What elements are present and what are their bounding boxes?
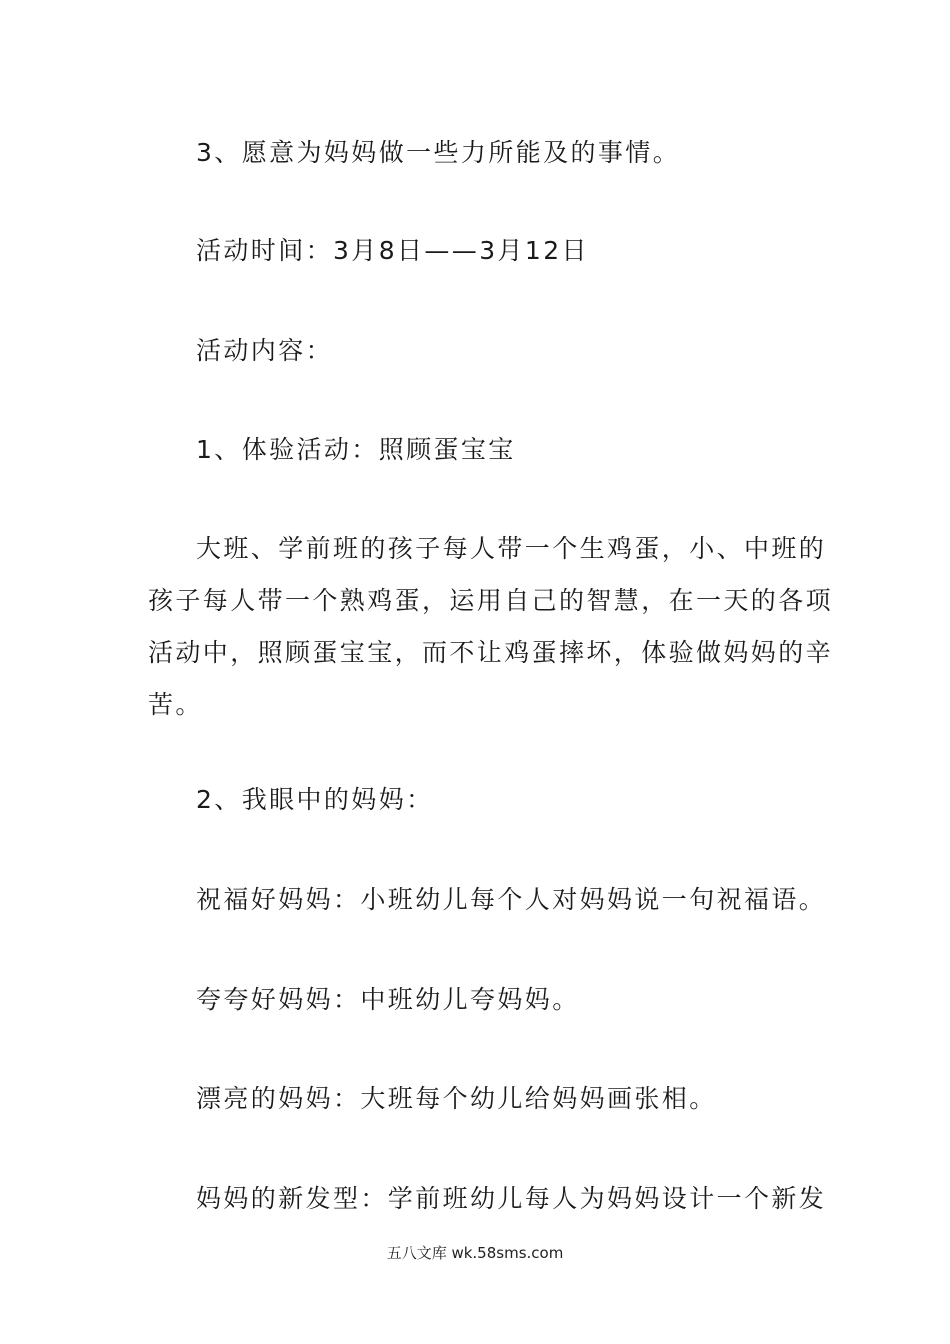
activity-1-paragraph xyxy=(148,523,834,731)
blessing-mom-text: 祝福好妈妈：小班幼儿每个人对妈妈说一句祝福语。 xyxy=(196,885,827,914)
beautiful-mom-text: 漂亮的妈妈：大班每个幼儿给妈妈画张相。 xyxy=(196,1084,717,1113)
activity-1-heading: 1、体验活动：照顾蛋宝宝 xyxy=(196,435,516,464)
paragraph-line: 孩子每人带一个熟鸡蛋，运用自己的智慧，在一天的各项 xyxy=(148,586,834,615)
new-hairstyle-text: 妈妈的新发型：学前班幼儿每人为妈妈设计一个新发 xyxy=(196,1184,827,1213)
paragraph-line: 苦。 xyxy=(148,690,203,719)
paragraph-line: 大班、学前班的孩子每人带一个生鸡蛋，小、中班的 xyxy=(196,534,827,563)
activity-2-heading: 2、我眼中的妈妈： xyxy=(196,785,434,814)
activity-time-text: 活动时间：3月8日——3月12日 xyxy=(196,236,589,265)
footer-watermark: 五八文库 wk.58sms.com xyxy=(386,1244,564,1262)
activity-content-heading: 活动内容： xyxy=(196,336,334,365)
paragraph-line: 活动中，照顾蛋宝宝，而不让鸡蛋摔坏，体验做妈妈的辛 xyxy=(148,638,834,667)
objective-3-text: 3、愿意为妈妈做一些力所能及的事情。 xyxy=(196,138,681,167)
praise-mom-text: 夸夸好妈妈：中班幼儿夸妈妈。 xyxy=(196,985,580,1014)
